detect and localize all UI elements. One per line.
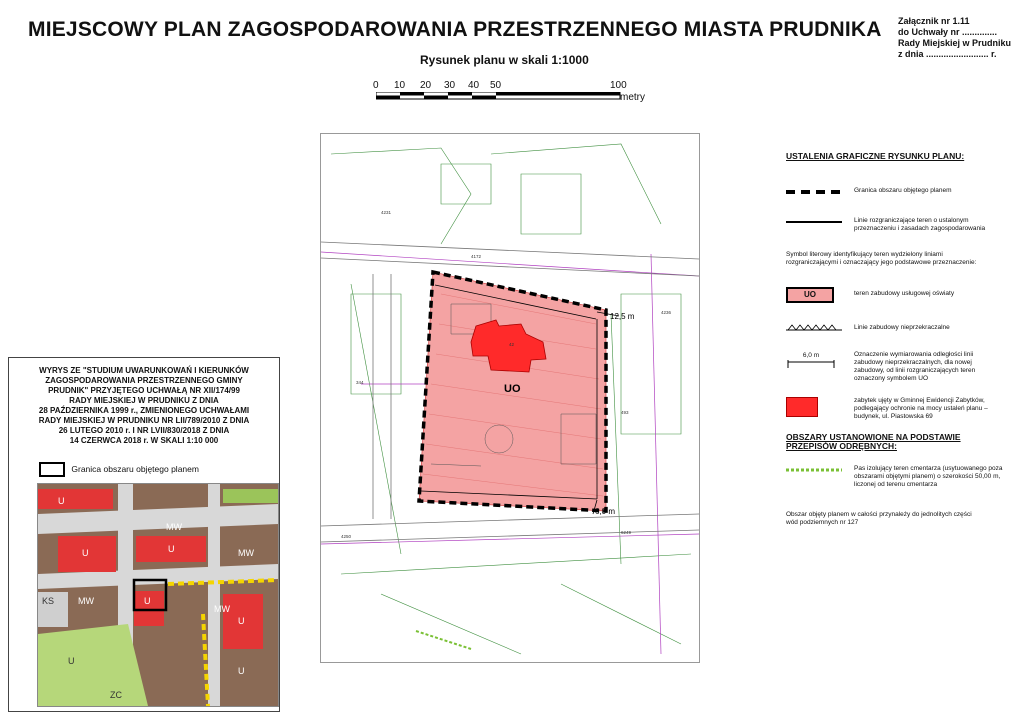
excerpt-label: MW — [78, 596, 94, 606]
excerpt-line: 14 CZERWCA 2018 r. W SKALI 1:10 000 — [69, 436, 219, 445]
scale-tick: 20 — [420, 80, 432, 91]
dimension-bottom: 6,0 m — [595, 507, 616, 516]
legend-title: USTALENIA GRAFICZNE RYSUNKU PLANU: — [786, 151, 965, 161]
excerpt-label: MW — [214, 604, 230, 614]
parcel-label: 4250 — [341, 534, 352, 539]
legend-text: zabytek ujęty w Gminnej Ewidencji Zabytków, podlegający ochronie na mocy ustaleń planu – budynek, ul. Piastowska 69 — [854, 397, 988, 420]
dimension-symbol — [786, 351, 836, 370]
parcel-label: 4172 — [471, 254, 482, 259]
excerpt-line: PRUDNIK" PRZYJĘTEGO UCHWAŁĄ NR XII/174/99 — [48, 386, 240, 395]
scale-tick: 100 — [610, 80, 627, 91]
excerpt-label: U — [144, 596, 151, 606]
cemetery-buffer — [416, 631, 471, 649]
annex-line: Załącznik nr 1.11 — [898, 16, 970, 26]
dimension-top: 12,5 m — [610, 312, 635, 321]
scale-tick: 40 — [468, 80, 480, 91]
excerpt-map-drawing — [38, 484, 278, 706]
excerpt-label: U — [82, 548, 89, 558]
excerpt-label: U — [58, 496, 65, 506]
excerpt-label: U — [68, 656, 75, 666]
scale-tick: 10 — [394, 80, 406, 91]
page-title: MIEJSCOWY PLAN ZAGOSPODAROWANIA PRZESTRZENNEGO MIASTA PRUDNIKA — [28, 18, 882, 41]
excerpt-line: 26 LUTEGO 2010 r. I NR LVII/830/2018 Z DNIA — [58, 426, 230, 435]
scale-bar-graphic — [376, 92, 621, 100]
parcel-label: 344 — [356, 380, 364, 385]
excerpt-line: ZAGOSPODAROWANIA PRZESTRZENNEGO GMINY — [45, 376, 243, 385]
plan-map-drawing — [321, 134, 699, 662]
parcel-label: 4231 — [381, 210, 392, 215]
scale-unit: metry — [620, 92, 645, 103]
excerpt-label: MW — [238, 548, 254, 558]
legend-text: Symbol literowy identyfikujący teren wydzielony liniami rozgraniczającymi i oznaczający jego podstawowe przeznaczenie: — [786, 251, 977, 266]
excerpt-line: 28 PAŹDZIERNIKA 1999 r., ZMIENIONEGO UCHWAŁAMI — [38, 406, 250, 415]
line-symbol — [786, 217, 846, 227]
parcel-label: 42 — [509, 342, 515, 347]
legend-text: Linie zabudowy nieprzekraczalne — [854, 324, 950, 331]
legend-text: teren zabudowy usługowej oświaty — [854, 290, 955, 297]
legend-text: Granica obszaru objętego planem — [854, 187, 952, 194]
excerpt-label: ZC — [110, 690, 122, 700]
study-excerpt — [8, 357, 280, 712]
scale-tick: 0 — [373, 80, 379, 91]
excerpt-label: U — [238, 616, 245, 626]
legend-section-2 — [786, 433, 996, 451]
parcel-label: 4236 — [661, 310, 672, 315]
scale-tick: 30 — [444, 80, 456, 91]
legend-text: Obszar objęty planem w całości przynależy do jednolitych części wód podziemnych nr 127 — [786, 511, 972, 526]
excerpt-legend — [39, 462, 199, 477]
excerpt-label: U — [168, 544, 175, 554]
boundary-swatch — [39, 462, 65, 477]
excerpt-line: RADY MIEJSKIEJ W PRUDNIKU Z DNIA — [69, 396, 219, 405]
annex-line: Rady Miejskiej w Prudniku — [898, 38, 1012, 48]
legend-text: Oznaczenie wymiarowania odległości linii zabudowy nieprzekraczalnych, dla nowej zabudowy, od linii rozgraniczających teren oznaczony symbolem UO — [854, 351, 976, 382]
zone-symbol: UO — [504, 383, 521, 395]
excerpt-label: MW — [166, 522, 182, 532]
scale-tick: 50 — [490, 80, 502, 91]
boundary-symbol — [786, 187, 846, 197]
parcel-label: 493 — [621, 410, 629, 415]
excerpt-map — [37, 483, 279, 707]
legend-text: Pas izolujący teren cmentarza (usytuowanego poza obszarami objętymi planem) o szerokości 50,00 m, liczonej od terenu cmentarza — [854, 465, 1003, 488]
annex-line: do Uchwały nr .............. — [898, 27, 998, 37]
excerpt-label: KS — [42, 596, 55, 606]
dimension-symbol-label: 6,0 m — [802, 352, 820, 359]
legend — [786, 152, 1006, 531]
legend-section-title: OBSZARY USTANOWIONE NA PODSTAWIE PRZEPISÓW ODRĘBNYCH: — [786, 432, 961, 451]
dimension-symbol-arrow — [786, 360, 836, 370]
legend-text: Linie rozgraniczające teren o ustalonym przeznaczeniu i zasadach zagospodarowania — [854, 217, 986, 232]
building-line-symbol — [786, 321, 846, 333]
uo-symbol: UO — [786, 287, 834, 303]
plan-subtitle: Rysunek planu w skali 1:1000 — [420, 53, 589, 67]
excerpt-heading — [9, 366, 279, 446]
excerpt-legend-label: Granica obszaru objętego planem — [71, 463, 199, 474]
annex-line: z dnia ......................... r. — [898, 49, 997, 59]
excerpt-line: WYRYS ZE "STUDIUM UWARUNKOWAŃ I KIERUNKÓW — [39, 366, 249, 375]
monument-symbol — [786, 397, 818, 417]
annex-note — [898, 16, 1011, 60]
excerpt-line: RADY MIEJSKIEJ W PRUDNIKU NR LII/789/2010 Z DNIA — [38, 416, 250, 425]
plan-map — [320, 133, 700, 663]
cemetery-buffer-symbol — [786, 465, 846, 475]
scale-bar — [370, 80, 660, 108]
excerpt-label: U — [238, 666, 245, 676]
parcel-label: 6249 — [621, 530, 632, 535]
